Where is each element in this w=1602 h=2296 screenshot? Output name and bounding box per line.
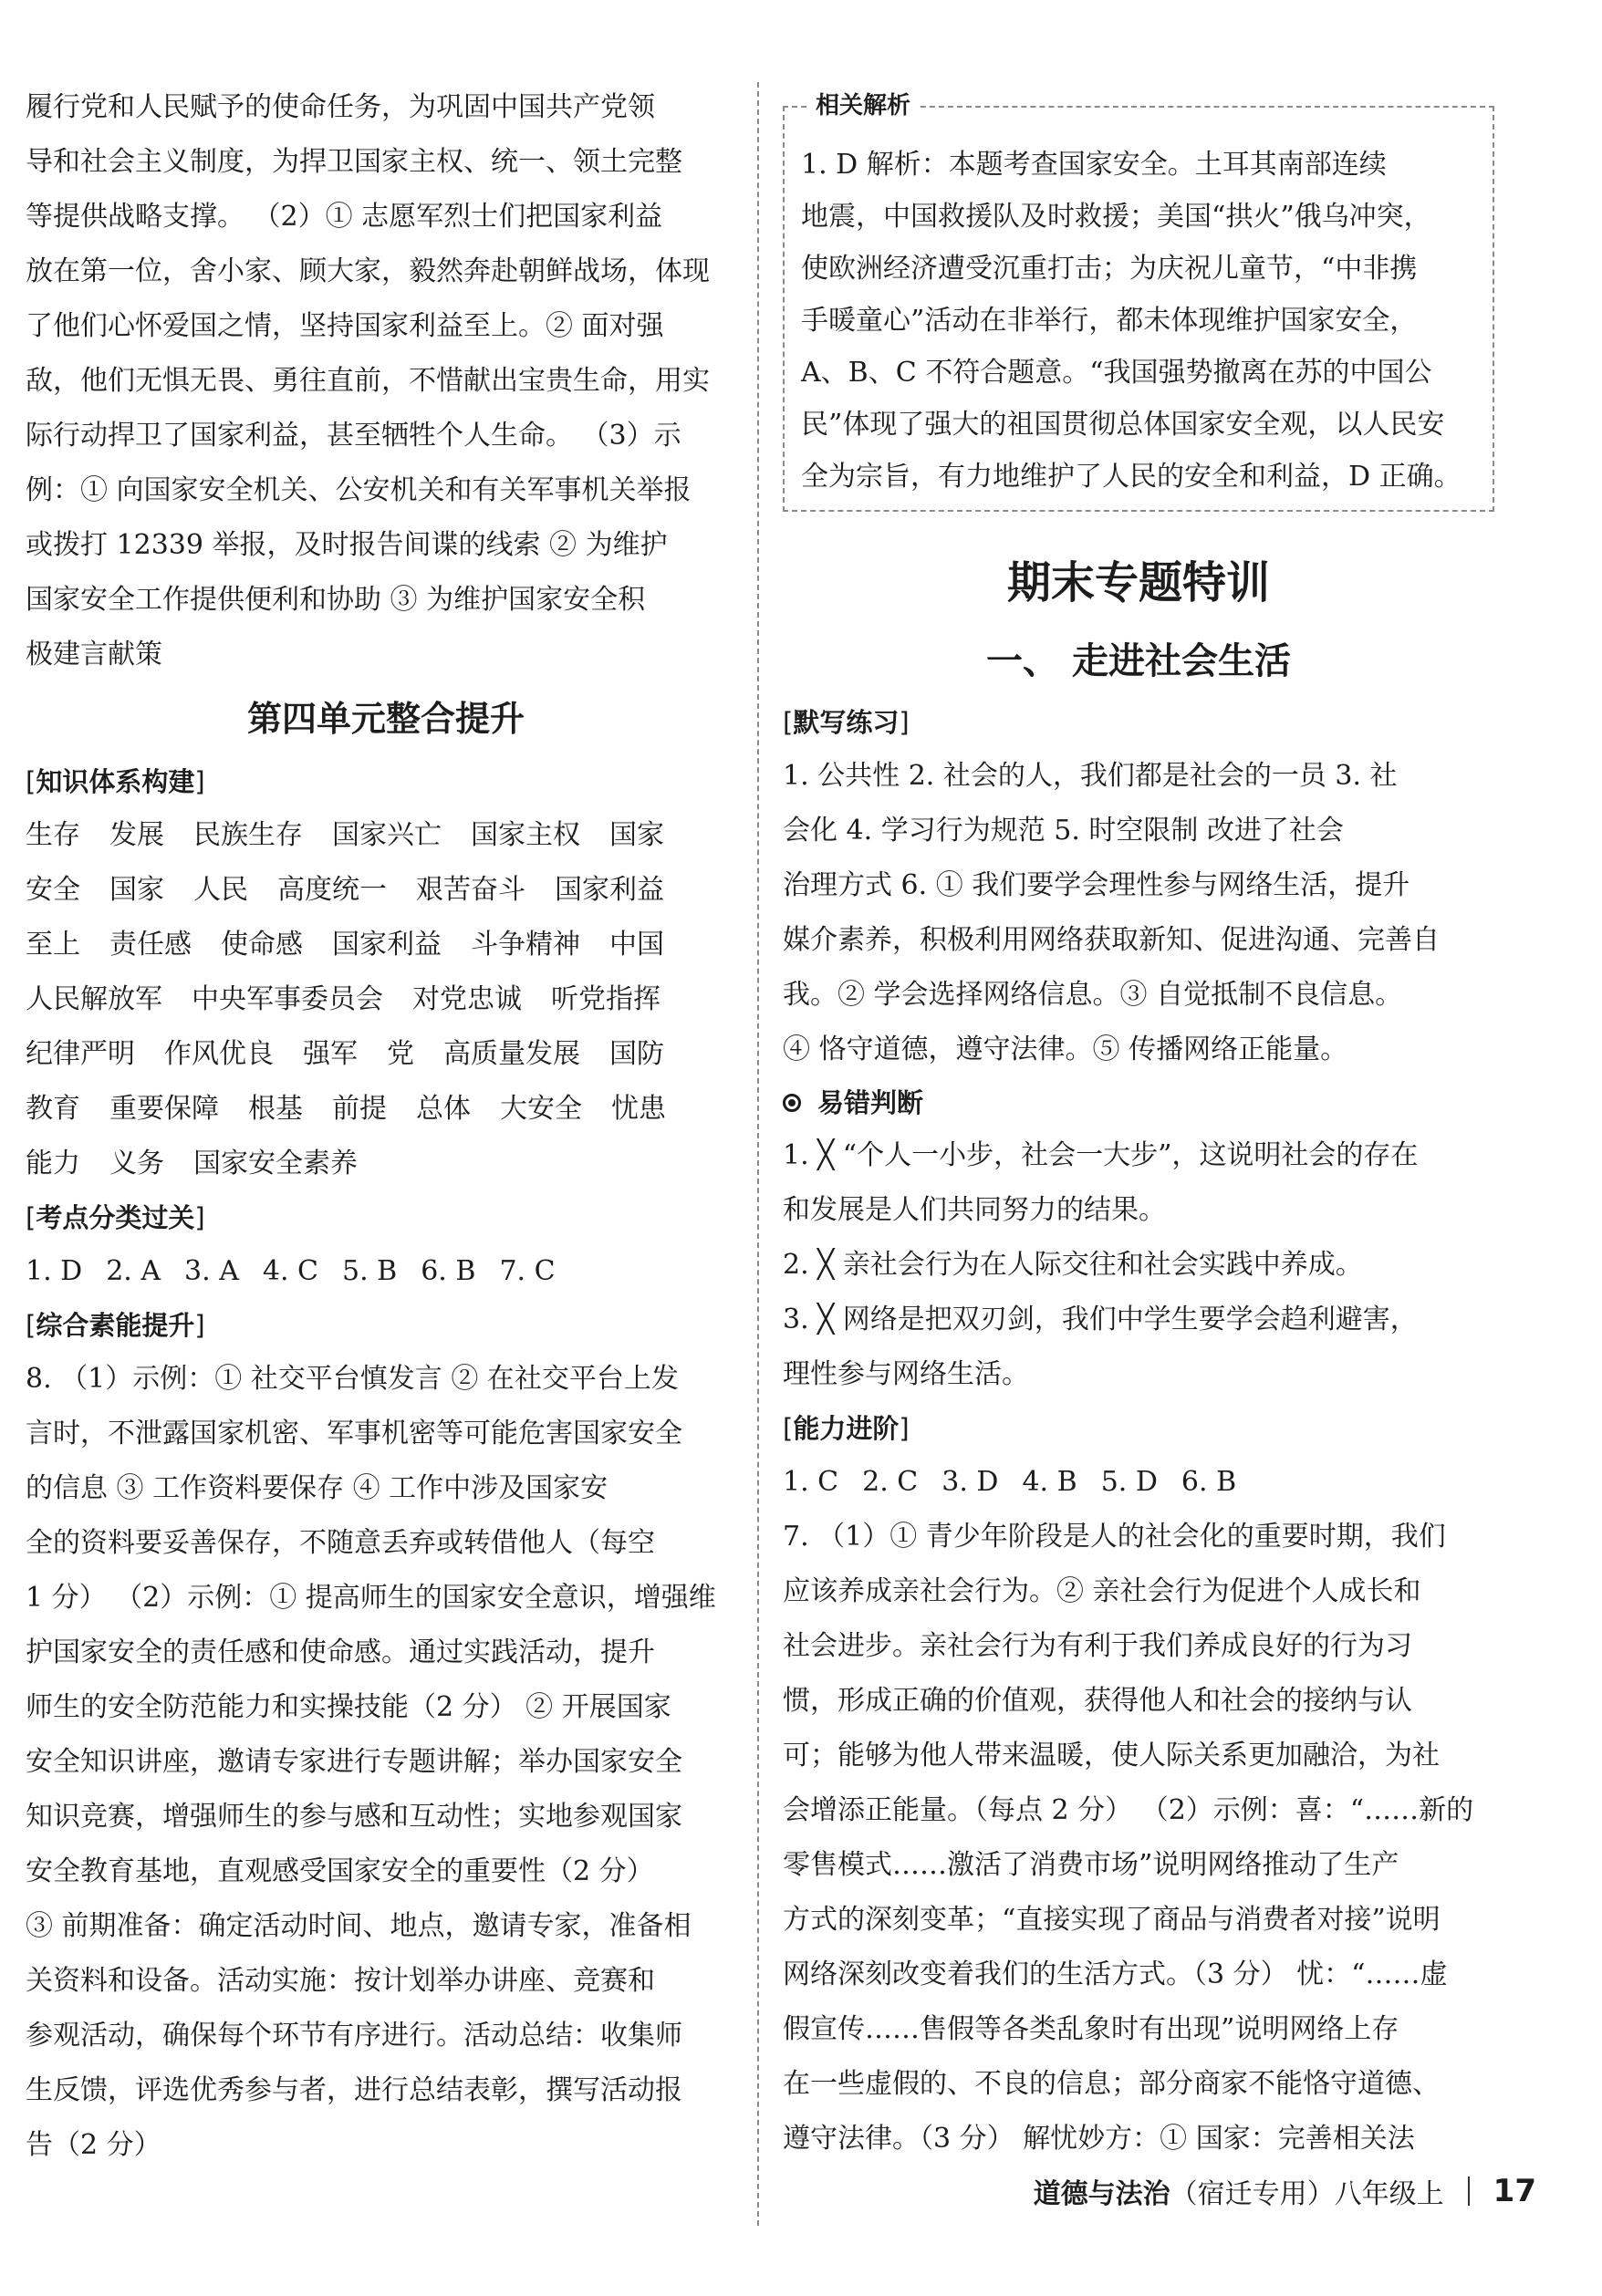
text-line: 生反馈，评选优秀参与者，进行总结表彰，撰写活动报 — [26, 2074, 682, 2106]
text-line: 手暖童心”活动在非举行，都未体现维护国家安全， — [801, 305, 1418, 337]
text-line: 关资料和设备。活动实施：按计划举办讲座、竞赛和 — [26, 1965, 655, 1997]
keyword: 根基 — [248, 1093, 303, 1125]
text-line: ④ 恪守道德，遵守法律。⑤ 传播网络正能量。 — [783, 1034, 1348, 1065]
keyword: 国家安全素养 — [193, 1148, 358, 1179]
text-line: 1. D 解析：本题考查国家安全。土耳其南部连续 — [801, 149, 1387, 181]
keyword: 发展 — [109, 819, 164, 851]
text-line: 等提供战略支撑。 （2）① 志愿军烈士们把国家利益 — [26, 201, 663, 233]
exam-label: [考点分类过关] — [26, 1202, 205, 1233]
text-line: 敌，他们无惧无畏、勇往直前，不惜献出宝贵生命，用实 — [26, 365, 710, 397]
page-number: 17 — [1493, 2173, 1536, 2209]
text-line: 理性参与网络生活。 — [783, 1358, 1029, 1390]
keyword: 民族生存 — [193, 819, 303, 851]
analysis-label: 相关解析 — [806, 88, 920, 124]
footer-edition: （宿迁专用）八年级上 — [1170, 2178, 1444, 2210]
keyword-row — [26, 1027, 746, 1082]
keyword: 强军 — [303, 1038, 358, 1070]
right-column — [783, 80, 1494, 2166]
text-line: 应该养成亲社会行为。② 亲社会行为促进个人成长和 — [783, 1575, 1421, 1607]
dictation-text — [783, 749, 1494, 1077]
keyword: 重要保障 — [109, 1093, 219, 1125]
left-column — [26, 80, 746, 2173]
knowledge-keywords — [26, 808, 746, 1191]
page-footer — [1034, 2171, 1536, 2211]
answer-item: 6. B — [1181, 1466, 1237, 1498]
keyword: 教育 — [26, 1093, 80, 1125]
text-line: 网络深刻改变着我们的生活方式。（3 分） 忧：“……虚 — [783, 1958, 1448, 1990]
keyword-row — [26, 1082, 746, 1137]
unit-title: 第四单元整合提升 — [246, 698, 525, 739]
ability-answers — [783, 1455, 1494, 1510]
text-line: 全的资料要妥善保存，不随意丢弃或转借他人（每空 — [26, 1527, 655, 1559]
comprehensive-label: [综合素能提升] — [26, 1310, 205, 1341]
text-line: 导和社会主义制度，为捍卫国家主权、统一、领土完整 — [26, 146, 682, 178]
text-line: 放在第一位，舍小家、顾大家，毅然奔赴朝鲜战场，体现 — [26, 255, 710, 287]
text-line: 7. （1）① 青少年阶段是人的社会化的重要时期，我们 — [783, 1521, 1446, 1553]
answer-item: 3. D — [941, 1466, 999, 1498]
keyword-row — [26, 863, 746, 918]
text-line: 言时，不泄露国家机密、军事机密等可能危害国家安全 — [26, 1418, 682, 1449]
error-judgement-text — [783, 1128, 1494, 1402]
text-line: 零售模式……激活了消费市场”说明网络推动了生产 — [783, 1849, 1399, 1881]
answer-item: 4. C — [262, 1255, 318, 1287]
keyword: 国家 — [109, 874, 164, 906]
keyword: 纪律严明 — [26, 1038, 135, 1070]
keyword: 中国 — [609, 929, 664, 961]
keyword: 斗争精神 — [471, 929, 580, 961]
dictation-label: [默写练习] — [783, 707, 910, 738]
text-line: 和发展是人们共同努力的结果。 — [783, 1194, 1166, 1226]
keyword-row — [26, 972, 746, 1027]
comprehensive-text — [26, 1352, 746, 2173]
answer-item: 2. A — [106, 1255, 161, 1287]
exam-answers — [26, 1244, 746, 1299]
intro-text — [26, 80, 746, 682]
knowledge-label: [知识体系构建] — [26, 766, 205, 797]
answer-item: 7. C — [499, 1255, 556, 1287]
analysis-box — [783, 92, 1494, 512]
text-line: 治理方式 6. ① 我们要学会理性参与网络生活，提升 — [783, 869, 1410, 901]
text-line: 1. ╳ “个人一小步，社会一大步”，这说明社会的存在 — [783, 1139, 1419, 1171]
text-line: 8. （1）示例：① 社交平台慎发言 ② 在社交平台上发 — [26, 1363, 679, 1395]
text-line: 民”体现了强大的祖国贯彻总体国家安全观，以人民安 — [801, 409, 1445, 441]
text-line: 方式的深刻变革；“直接实现了商品与消费者对接”说明 — [783, 1904, 1441, 1936]
text-line: 会化 4. 学习行为规范 5. 时空限制 改进了社会 — [783, 815, 1344, 847]
analysis-text — [801, 139, 1480, 503]
keyword: 总体 — [416, 1093, 471, 1125]
column-divider — [757, 82, 759, 2226]
bullet-circle-icon — [783, 1094, 801, 1112]
keyword: 听党指挥 — [551, 983, 661, 1015]
keyword: 国家 — [609, 819, 664, 851]
answer-item: 5. B — [342, 1255, 398, 1287]
text-line: 我。② 学会选择网络信息。③ 自觉抵制不良信息。 — [783, 979, 1403, 1011]
answer-item: 6. B — [421, 1255, 476, 1287]
keyword: 国家利益 — [332, 929, 442, 961]
text-line: 惯，形成正确的价值观，获得他人和社会的接纳与认 — [783, 1685, 1412, 1717]
section-title: 一、 走进社会生活 — [986, 639, 1291, 682]
keyword: 国家兴亡 — [332, 819, 442, 851]
keyword: 使命感 — [221, 929, 303, 961]
keyword-row — [26, 1137, 746, 1191]
text-line: 了他们心怀爱国之情，坚持国家利益至上。② 面对强 — [26, 310, 664, 342]
keyword: 人民解放军 — [26, 983, 162, 1015]
keyword: 国防 — [609, 1038, 664, 1070]
keyword: 生存 — [26, 819, 80, 851]
keyword: 国家主权 — [471, 819, 580, 851]
text-line: 1 分） （2）示例：① 提高师生的国家安全意识，增强维 — [26, 1582, 716, 1614]
keyword: 国家利益 — [555, 874, 664, 906]
keyword: 忧患 — [611, 1093, 666, 1125]
keyword: 至上 — [26, 929, 80, 961]
error-judgement-label: 易错判断 — [783, 1077, 1494, 1128]
text-line: 使欧洲经济遭受沉重打击；为庆祝儿童节，“中非携 — [801, 253, 1418, 285]
text-line: 师生的安全防范能力和实操技能（2 分） ② 开展国家 — [26, 1691, 671, 1723]
footer-subject: 道德与法治 — [1033, 2178, 1170, 2210]
answer-item: 1. C — [783, 1466, 839, 1498]
keyword: 中央军事委员会 — [192, 983, 383, 1015]
text-line: 极建言献策 — [26, 639, 162, 670]
text-line: 国家安全工作提供便利和协助 ③ 为维护国家安全积 — [26, 584, 646, 616]
keyword-row — [26, 808, 746, 863]
text-line: 可；能够为他人带来温暖，使人际关系更加融洽，为社 — [783, 1740, 1440, 1771]
text-line: 2. ╳ 亲社会行为在人际交往和社会实践中养成。 — [783, 1249, 1363, 1281]
keyword: 前提 — [332, 1093, 387, 1125]
keyword: 人民 — [193, 874, 248, 906]
text-line: 安全知识讲座，邀请专家进行专题讲解；举办国家安全 — [26, 1746, 682, 1778]
keyword: 高质量发展 — [443, 1038, 580, 1070]
answer-item: 5. D — [1100, 1466, 1158, 1498]
text-line: 履行党和人民赋予的使命任务，为巩固中国共产党领 — [26, 91, 655, 123]
keyword: 艰苦奋斗 — [416, 874, 525, 906]
text-line: 告（2 分） — [26, 2129, 161, 2161]
footer-separator — [1468, 2177, 1470, 2206]
text-line: 假宣传……售假等各类乱象时有出现”说明网络上存 — [783, 2013, 1399, 2045]
text-line: 在一些虚假的、不良的信息；部分商家不能恪守道德、 — [783, 2068, 1440, 2100]
text-line: 参观活动，确保每个环节有序进行。活动总结：收集师 — [26, 2020, 682, 2052]
text-line: 会增添正能量。（每点 2 分） （2）示例：喜：“……新的 — [783, 1794, 1474, 1826]
keyword: 义务 — [109, 1148, 164, 1179]
ability-text — [783, 1510, 1494, 2166]
text-line: 或拨打 12339 举报，及时报告间谍的线索 ② 为维护 — [26, 529, 668, 561]
text-line: 媒介素养，积极利用网络获取新知、促进沟通、完善自 — [783, 924, 1440, 956]
text-line: 社会进步。亲社会行为有利于我们养成良好的行为习 — [783, 1630, 1412, 1662]
ability-label: [能力进阶] — [783, 1413, 910, 1444]
text-line: A、B、C 不符合题意。“我国强势撤离在苏的中国公 — [801, 357, 1432, 389]
text-line: 的信息 ③ 工作资料要保存 ④ 工作中涉及国家安 — [26, 1472, 609, 1504]
text-line: 安全教育基地，直观感受国家安全的重要性（2 分） — [26, 1855, 654, 1887]
keyword: 安全 — [26, 874, 80, 906]
keyword-row — [26, 918, 746, 972]
keyword: 党 — [387, 1038, 414, 1070]
text-line: 3. ╳ 网络是把双刃剑，我们中学生要学会趋利避害， — [783, 1304, 1418, 1335]
text-line: ③ 前期准备：确定活动时间、地点，邀请专家，准备相 — [26, 1910, 692, 1942]
text-line: 例：① 向国家安全机关、公安机关和有关军事机关举报 — [26, 474, 692, 506]
keyword: 大安全 — [500, 1093, 582, 1125]
answer-item: 2. C — [862, 1466, 919, 1498]
keyword: 责任感 — [109, 929, 192, 961]
text-line: 知识竞赛，增强师生的参与感和互动性；实地参观国家 — [26, 1801, 682, 1833]
answer-item: 4. B — [1022, 1466, 1077, 1498]
text-line: 际行动捍卫了国家利益，甚至牺牲个人生命。 （3）示 — [26, 420, 681, 452]
special-training-title: 期末专题特训 — [1006, 557, 1270, 608]
keyword: 对党忠诚 — [412, 983, 522, 1015]
text-line: 护国家安全的责任感和使命感。通过实践活动，提升 — [26, 1636, 655, 1668]
keyword: 作风优良 — [164, 1038, 274, 1070]
answer-item: 1. D — [26, 1255, 83, 1287]
keyword: 能力 — [26, 1148, 80, 1179]
answer-item: 3. A — [184, 1255, 239, 1287]
text-line: 1. 公共性 2. 社会的人，我们都是社会的一员 3. 社 — [783, 760, 1398, 792]
text-line: 全为宗旨，有力地维护了人民的安全和利益，D 正确。 — [801, 461, 1462, 493]
text-line: 地震，中国救援队及时救援；美国“拱火”俄乌冲突， — [801, 201, 1431, 233]
keyword: 高度统一 — [277, 874, 387, 906]
text-line: 遵守法律。（3 分） 解忧妙方：① 国家：完善相关法 — [783, 2123, 1415, 2155]
